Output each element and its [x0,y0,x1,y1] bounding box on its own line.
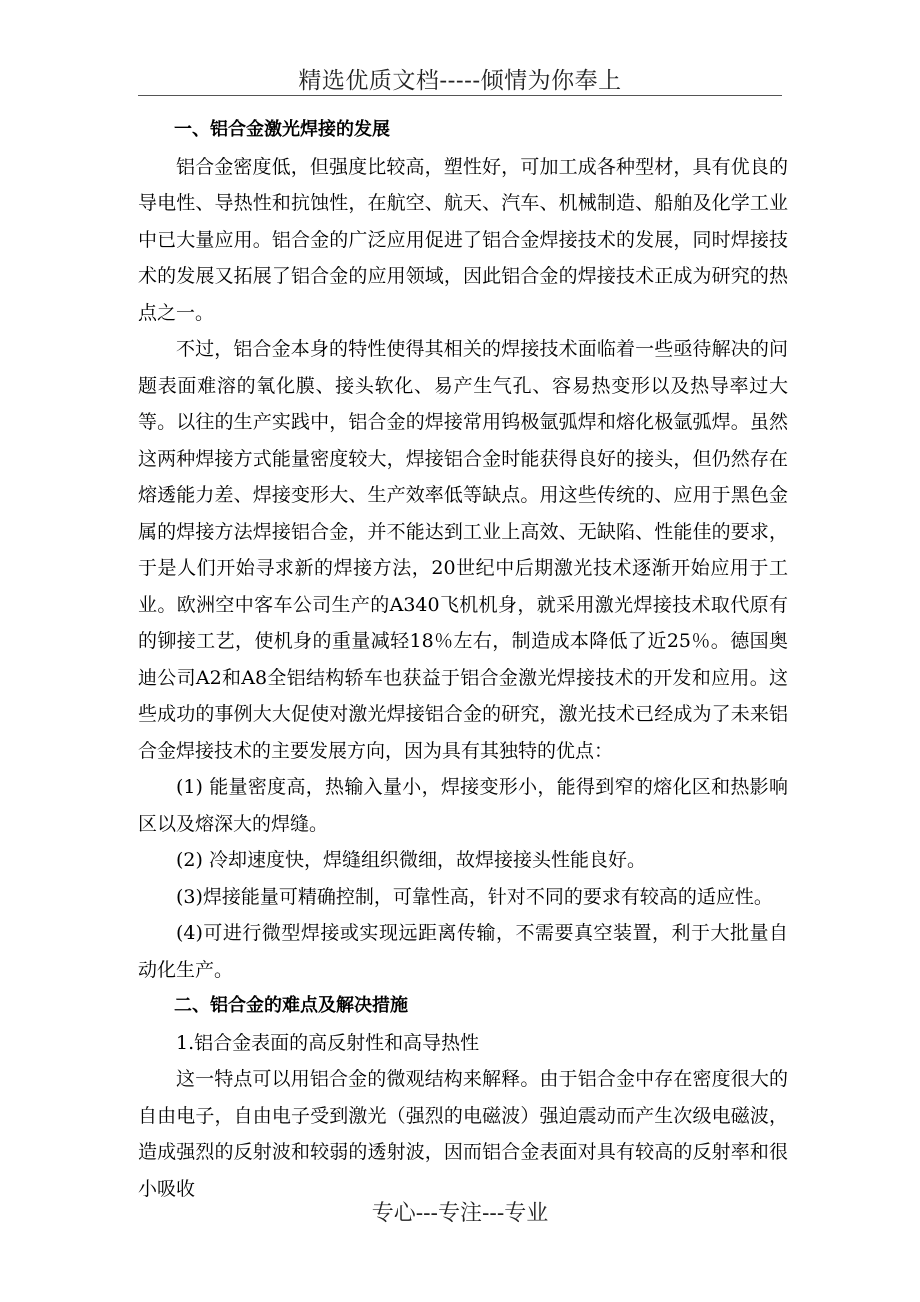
paragraph: 不过，铝合金本身的特性使得其相关的焊接技术面临着一些亟待解决的问题表面难溶的氧化膜、接头软化、易产生气孔、容易热变形以及热导率过大等。以往的生产实践中，铝合金的焊接常用钨极氩弧焊和熔化极氩弧焊。虽然这两种焊接方式能量密度较大，焊接铝合金时能获得良好的接头，但仍然存在熔透能力差、焊接变形大、生产效率低等缺点。用这些传统的、应用于黑色金属的焊接方法焊接铝合金，并不能达到工业上高效、无缺陷、性能佳的要求，于是人们开始寻求新的焊接方法，20世纪中后期激光技术逐渐开始应用于工业。欧洲空中客车公司生产的A340飞机机身，就采用激光焊接技术取代原有的铆接工艺，使机身的重量减轻18％左右，制造成本降低了近25％。德国奥迪公司A2和A8全铝结构轿车也获益于铝合金激光焊接技术的开发和应用。这些成功的事例大大促使对激光焊接铝合金的研究，激光技术已经成为了未来铝合金焊接技术的主要发展方向，因为具有其独特的优点： [138,338,788,762]
section-heading-1: 一、铝合金激光焊接的发展 [174,119,390,140]
list-item: (4)可进行微型焊接或实现远距离传输，不需要真空装置，利于大批量自动化生产。 [138,922,788,981]
list-item: (2) 冷却速度快，焊缝组织微细，故焊接接头性能良好。 [176,849,646,871]
subheading: 1.铝合金表面的高反射性和高导热性 [176,1031,480,1054]
list-item: (1) 能量密度高，热输入量小，焊接变形小，能得到窄的熔化区和热影响区以及熔深大的焊缝。 [138,776,788,835]
paragraph: 铝合金密度低，但强度比较高，塑性好，可加工成各种型材，具有优良的导电性、导热性和抗蚀性，在航空、航天、汽车、机械制造、船舶及化学工业中已大量应用。铝合金的广泛应用促进了铝合金焊接技术的发展，同时焊接技术的发展又拓展了铝合金的应用领域，因此铝合金的焊接技术正成为研究的热点之一。 [138,155,788,324]
page-header: 精选优质文档-----倾情为你奉上 [298,68,622,94]
list-item: (3)焊接能量可精确控制，可靠性高，针对不同的要求有较高的适应性。 [176,885,773,908]
page-footer: 专心---专注---专业 [371,1201,549,1226]
paragraph: 这一特点可以用铝合金的微观结构来解释。由于铝合金中存在密度很大的自由电子，自由电子受到激光（强烈的电磁波）强迫震动而产生次级电磁波，造成强烈的反射波和较弱的透射波，因而铝合金表面对具有较高的反射率和很小吸收 [138,1068,788,1200]
document-body [138,112,788,1207]
section-heading-2: 二、铝合金的难点及解决措施 [174,995,408,1016]
header-divider [138,95,782,96]
